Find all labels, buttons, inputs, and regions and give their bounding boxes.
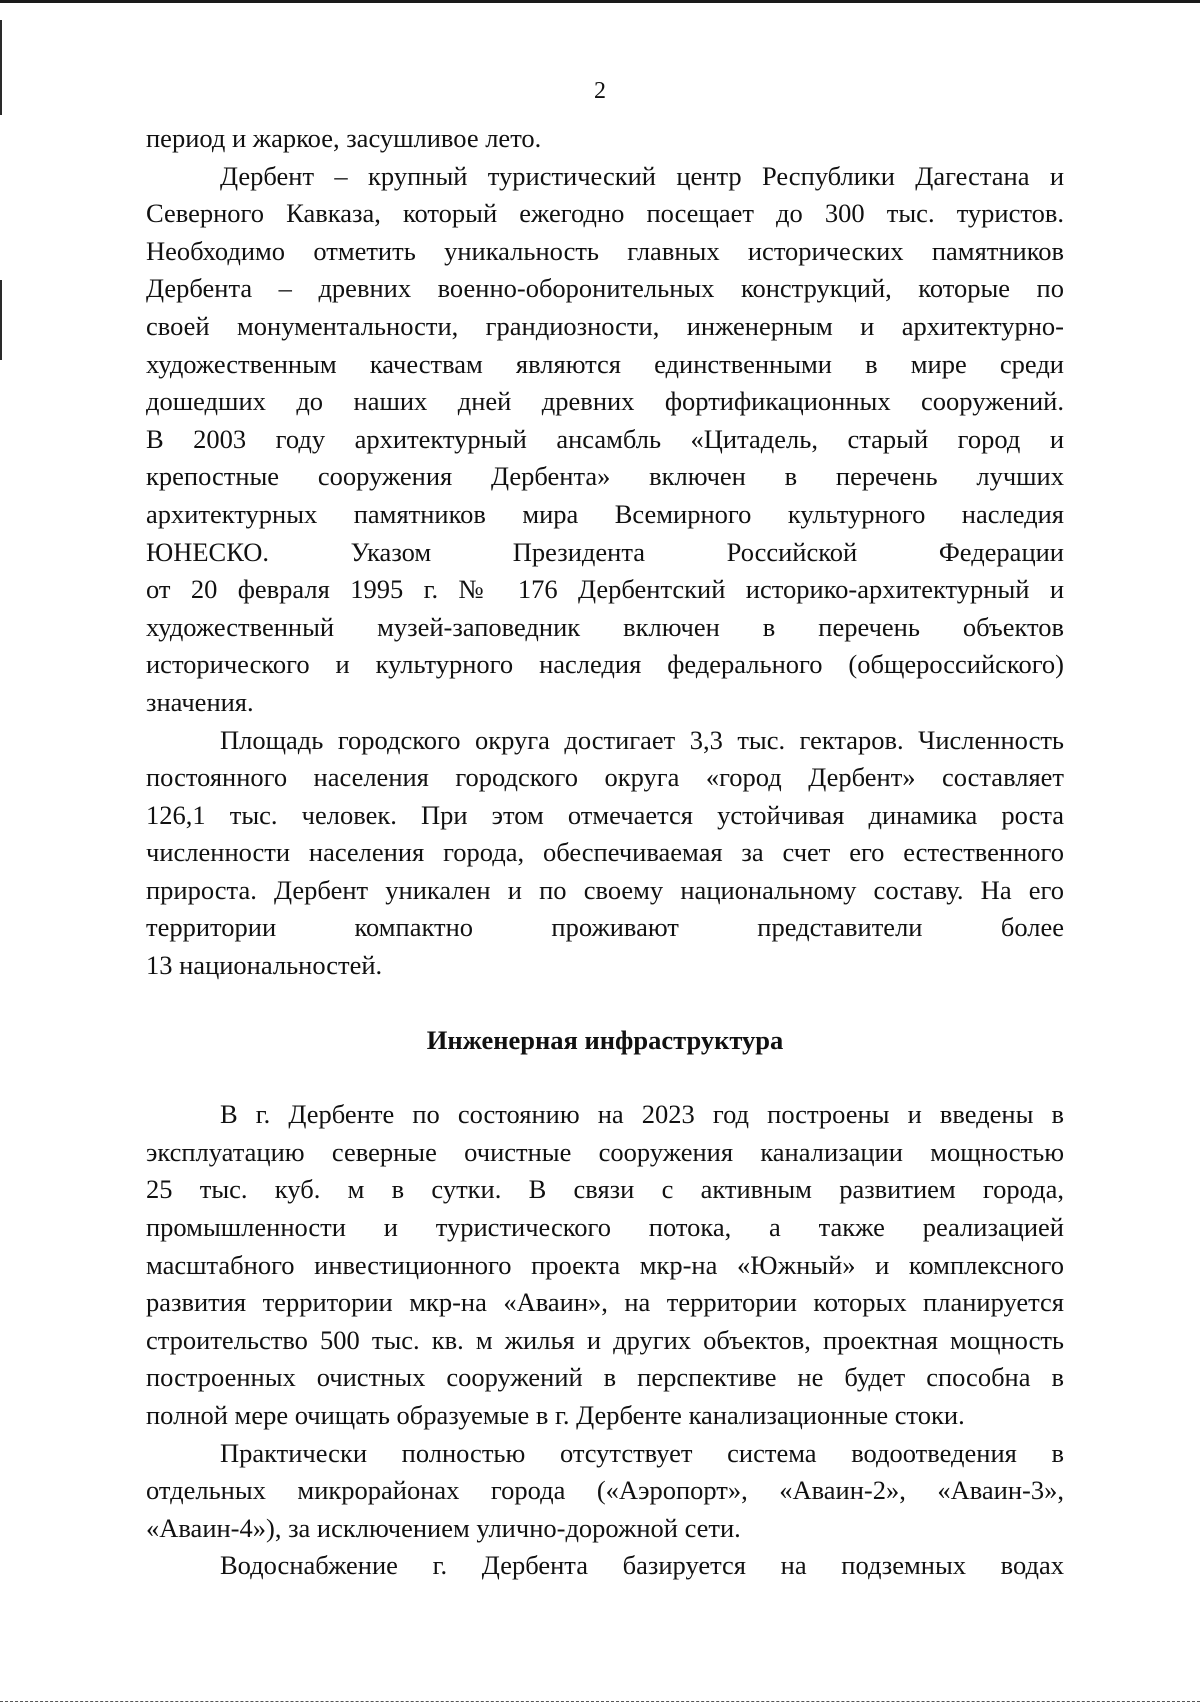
text-line: 13 национальностей. [146,950,383,981]
text-line: художественным качествам являются единственными в мире среди [146,348,1064,379]
text-line: значения. [146,686,254,717]
text-line: масштабного инвестиционного проекта мкр-на «Южный» и комплексного [146,1249,1064,1280]
text-line: В г. Дербенте по состоянию на 2023 год построены и введены в [220,1099,1064,1130]
paragraph-sewage [146,1096,1064,1434]
paragraph-derbent-tourism [146,158,1064,722]
text-line: Водоснабжение г. Дербента базируется на подземных водах [220,1550,1064,1581]
text-line: полной мере очищать образуемые в г. Дербенте канализационные стоки. [146,1400,965,1430]
text-line: ЮНЕСКО. Указом Президента Российской Федерации [146,536,1064,567]
text-line: В 2003 году архитектурный ансамбль «Цитадель, старый город и [146,423,1064,454]
text-line: 25 тыс. куб. м в сутки. В связи с активным развитием города, [146,1174,1064,1205]
text-line: численности населения города, обеспечиваемая за счет его естественного [146,837,1064,868]
text-line: Практически полностью отсутствует система водоотведения в [220,1437,1064,1468]
text-line: от 20 февраля 1995 г. № 176 Дербентский историко-архитектурный и [146,574,1064,605]
text-line: отдельных микрорайонах города («Аэропорт», «Аваин-2», «Аваин-3», [146,1475,1064,1506]
text-line: эксплуатацию северные очистные сооружения канализации мощностью [146,1136,1064,1167]
document-body [146,120,1064,1585]
text-line: исторического и культурного наследия федерального (общероссийского) [146,649,1064,680]
text-line: Площадь городского округа достигает 3,3 тыс. гектаров. Численность [220,724,1064,755]
text-line: построенных очистных сооружений в перспективе не будет способна в [146,1362,1064,1393]
text-line: художественный музей-заповедник включен в перечень объектов [146,611,1064,642]
text-line: строительство 500 тыс. кв. м жилья и других объектов, проектная мощность [146,1324,1064,1355]
paragraph-drainage [146,1435,1064,1548]
text-line: прироста. Дербент уникален и по своему национальному составу. На его [146,874,1064,905]
text-line: Северного Кавказа, который ежегодно посещает до 300 тыс. туристов. [146,198,1064,229]
text-line: Необходимо отметить уникальность главных исторических памятников [146,235,1064,266]
page-number: 2 [594,78,606,104]
scan-left-edge [0,280,2,360]
text-line: территории компактно проживают представители более [146,912,1064,943]
text-line: дошедших до наших дней древних фортификационных сооружений. [146,386,1064,417]
scan-bottom-border [0,1701,1200,1706]
text-line: своей монументальности, грандиозности, инженерным и архитектурно- [146,310,1064,341]
paragraph-continuation [146,120,1064,158]
text-line: постоянного населения городского округа «город Дербент» составляет [146,762,1064,793]
text-line: промышленности и туристического потока, а также реализацией [146,1212,1064,1243]
text-line: крепостные сооружения Дербента» включен в перечень лучших [146,461,1064,492]
text-line: период и жаркое, засушливое лето. [146,123,542,153]
text-line: Дербент – крупный туристический центр Республики Дагестана и [220,160,1064,191]
paragraph-population [146,722,1064,985]
text-line: «Аваин-4»), за исключением улично-дорожной сети. [146,1512,741,1543]
text-line: развития территории мкр-на «Аваин», на территории которых планируется [146,1287,1064,1318]
paragraph-water-supply [146,1547,1064,1585]
scan-top-border [0,0,1200,3]
section-heading: Инженерная инфраструктура [426,1024,784,1055]
text-line: архитектурных памятников мира Всемирного культурного наследия [146,498,1064,529]
text-line: 126,1 тыс. человек. При этом отмечается устойчивая динамика роста [146,799,1064,830]
text-line: Дербента – древних военно-оборонительных конструкций, которые по [146,273,1064,304]
